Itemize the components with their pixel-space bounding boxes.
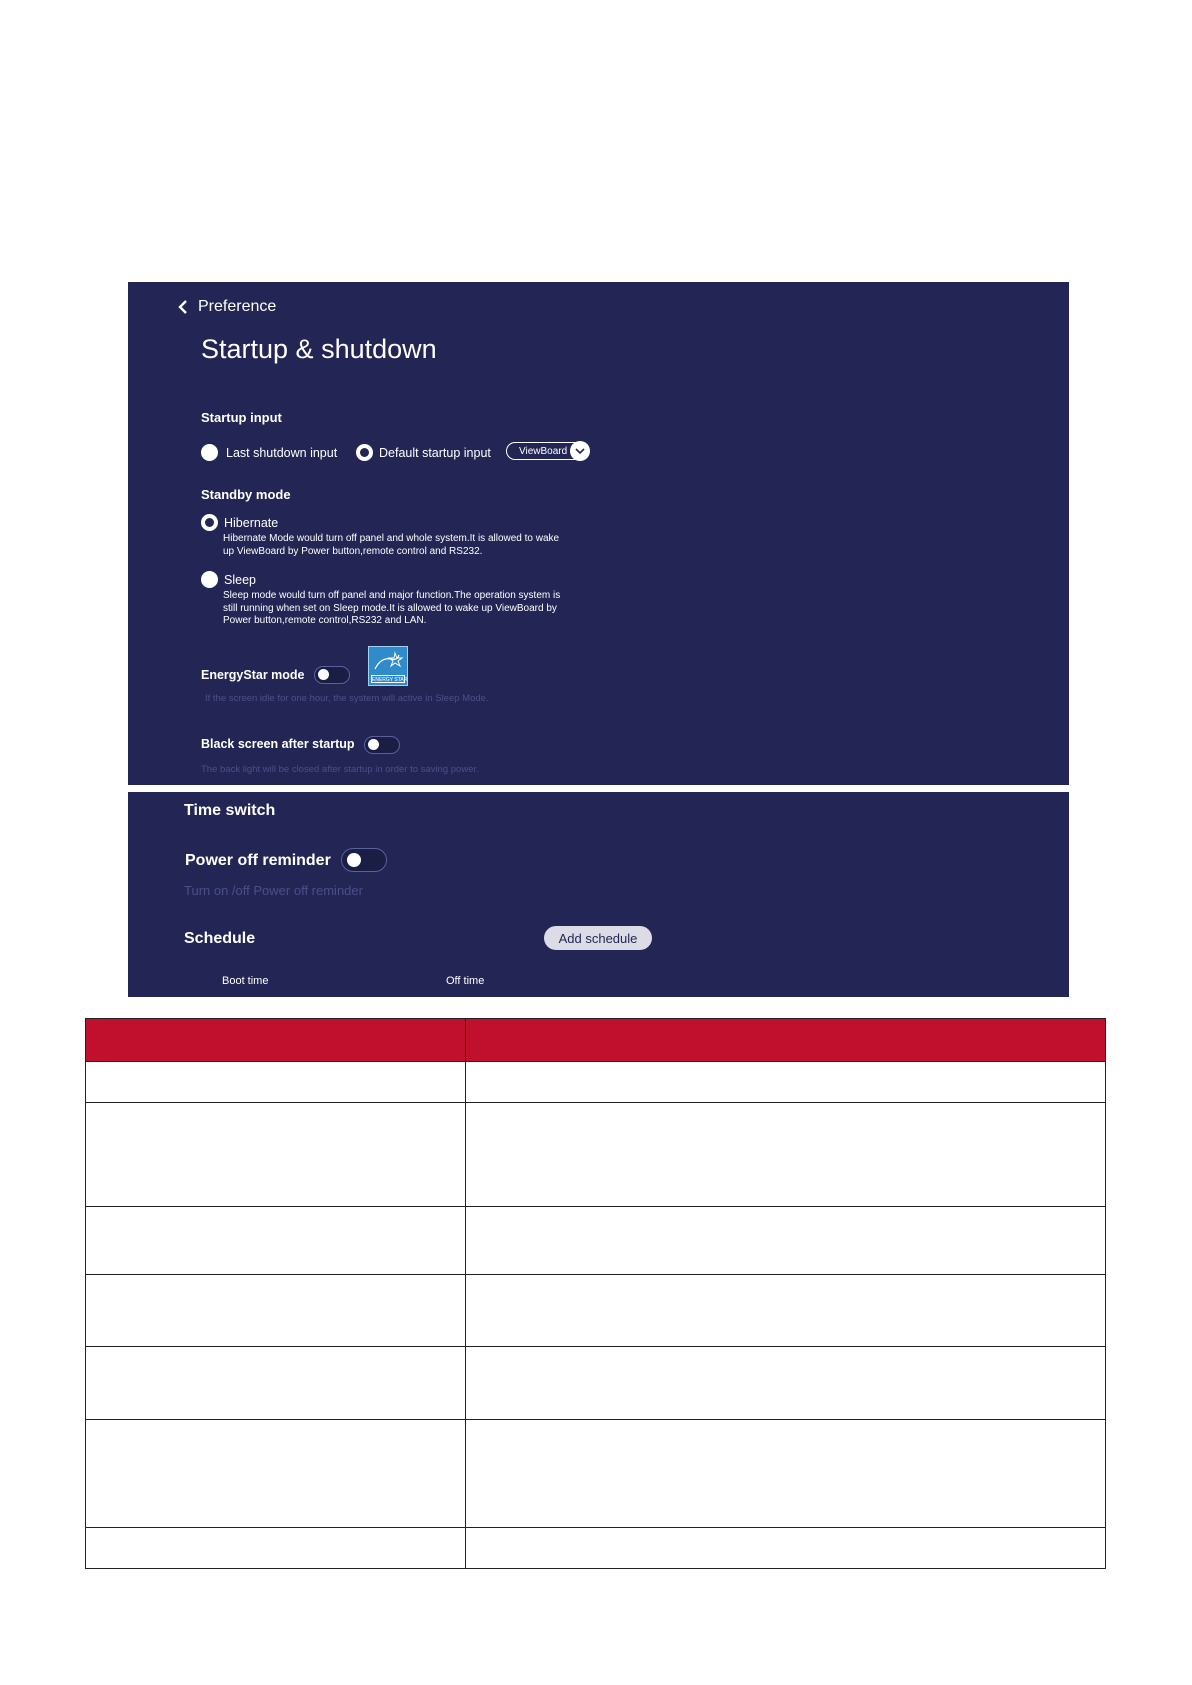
table-header-row bbox=[86, 1019, 1106, 1062]
table-cell bbox=[86, 1420, 466, 1528]
radio-label: Last shutdown input bbox=[226, 445, 338, 460]
energystar-toggle[interactable] bbox=[314, 666, 350, 684]
standby-mode-heading: Standby mode bbox=[201, 487, 291, 502]
radio-icon bbox=[201, 571, 218, 588]
table-row bbox=[86, 1062, 1106, 1103]
black-screen-toggle[interactable] bbox=[364, 736, 400, 754]
table-header-cell bbox=[466, 1019, 1106, 1062]
table-cell bbox=[466, 1528, 1106, 1569]
radio-default-startup-input[interactable] bbox=[356, 444, 491, 461]
table-cell bbox=[466, 1207, 1106, 1275]
toggle-knob bbox=[347, 853, 361, 867]
sleep-description: Sleep mode would turn off panel and major function.The operation system is still running when set on Sleep mode.It is allowed to wake up ViewBoard by Power button,remote control,RS232 and LAN. bbox=[223, 590, 561, 626]
radio-label: Hibernate bbox=[224, 515, 279, 530]
energystar-label: EnergyStar mode bbox=[201, 668, 305, 682]
radio-label: Sleep bbox=[224, 572, 256, 587]
table-row bbox=[86, 1528, 1106, 1569]
page-title: Startup & shutdown bbox=[201, 334, 437, 364]
table-cell bbox=[86, 1275, 466, 1347]
table-cell bbox=[466, 1103, 1106, 1207]
back-label: Preference bbox=[198, 298, 277, 315]
table-cell bbox=[86, 1103, 466, 1207]
table-cell bbox=[86, 1528, 466, 1569]
table-row bbox=[86, 1420, 1106, 1528]
toggle-knob bbox=[318, 669, 329, 680]
radio-last-shutdown-input[interactable] bbox=[201, 444, 337, 461]
back-button[interactable] bbox=[178, 298, 276, 316]
dropdown-value: ViewBoard bbox=[519, 445, 568, 457]
power-off-reminder-hint: Turn on /off Power off reminder bbox=[184, 883, 363, 898]
table-cell bbox=[86, 1347, 466, 1420]
radio-label: Default startup input bbox=[379, 445, 491, 460]
toggle-knob bbox=[368, 739, 379, 750]
energystar-logo bbox=[368, 646, 408, 686]
energystar-hint: If the screen idle for one hour, the system will active in Sleep Mode. bbox=[205, 693, 489, 704]
time-switch-heading: Time switch bbox=[184, 802, 276, 819]
table-header-cell bbox=[86, 1019, 466, 1062]
chevron-left-icon bbox=[178, 300, 188, 314]
schedule-label: Schedule bbox=[184, 930, 256, 947]
radio-icon bbox=[201, 444, 218, 461]
energystar-icon bbox=[369, 649, 407, 675]
chevron-down-icon bbox=[570, 441, 590, 461]
power-off-reminder-label: Power off reminder bbox=[185, 852, 331, 869]
table-row bbox=[86, 1347, 1106, 1420]
power-off-reminder-toggle[interactable] bbox=[341, 848, 387, 872]
startup-source-dropdown[interactable] bbox=[506, 442, 589, 460]
energystar-logo-text: ENERGY STAR bbox=[372, 677, 408, 683]
table-row bbox=[86, 1275, 1106, 1347]
table-cell bbox=[86, 1062, 466, 1103]
table-cell bbox=[466, 1062, 1106, 1103]
black-screen-label: Black screen after startup bbox=[201, 737, 355, 751]
off-time-column: Off time bbox=[446, 975, 485, 987]
add-schedule-button[interactable]: Add schedule bbox=[544, 926, 652, 950]
startup-shutdown-panel bbox=[128, 282, 1069, 785]
time-switch-panel bbox=[128, 792, 1069, 997]
radio-selected-icon bbox=[201, 514, 218, 531]
settings-table bbox=[85, 1018, 1106, 1569]
startup-input-heading: Startup input bbox=[201, 410, 282, 425]
radio-selected-icon bbox=[356, 444, 373, 461]
table-cell bbox=[466, 1420, 1106, 1528]
boot-time-column: Boot time bbox=[222, 975, 269, 987]
black-screen-hint: The back light will be closed after startup in order to saving power. bbox=[201, 764, 479, 775]
table-row bbox=[86, 1103, 1106, 1207]
hibernate-description: Hibernate Mode would turn off panel and whole system.It is allowed to wake up ViewBoard by Power button,remote control and RS232. bbox=[223, 533, 560, 557]
table-row bbox=[86, 1207, 1106, 1275]
table-cell bbox=[466, 1347, 1106, 1420]
table-cell bbox=[466, 1275, 1106, 1347]
radio-hibernate[interactable] bbox=[201, 514, 278, 531]
radio-sleep[interactable] bbox=[201, 571, 256, 588]
table-cell bbox=[86, 1207, 466, 1275]
